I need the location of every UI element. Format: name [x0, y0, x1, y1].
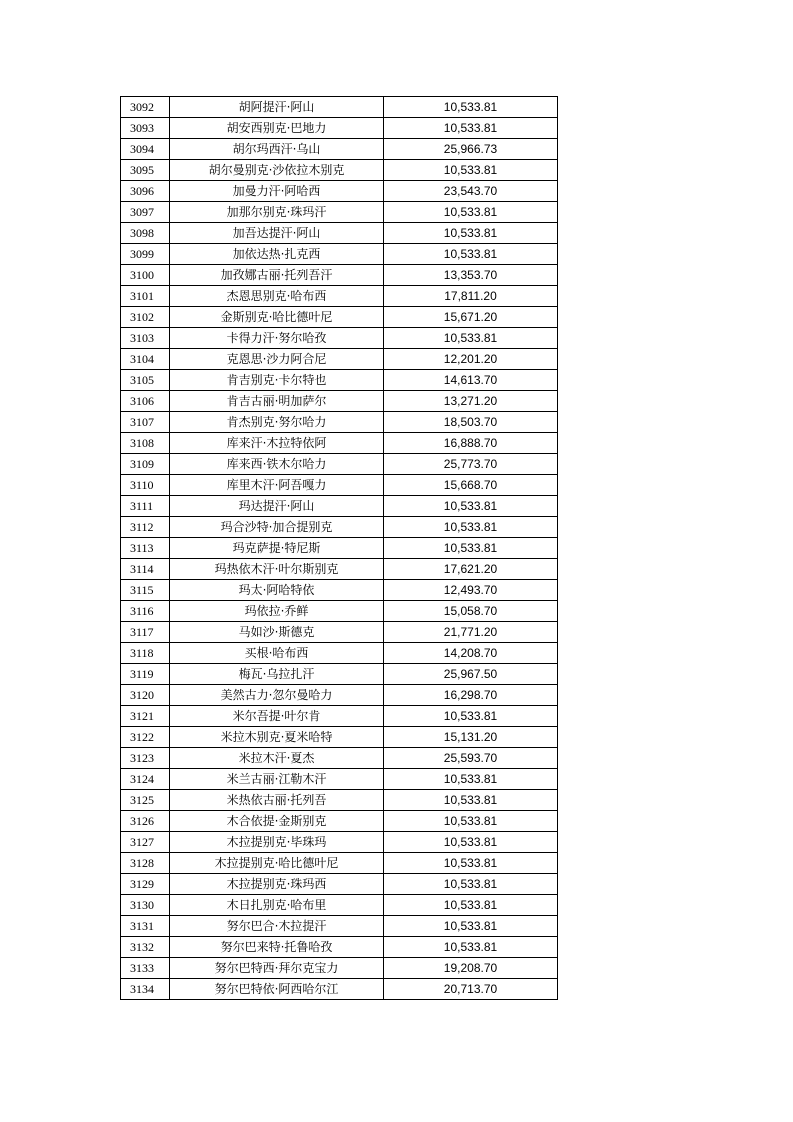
- table-row: [121, 139, 558, 160]
- table-row: [121, 202, 558, 223]
- row-name-cell: 加依达热·扎克西: [170, 244, 384, 265]
- row-id-cell: 3116: [121, 601, 170, 622]
- table-row: [121, 349, 558, 370]
- table-row: [121, 748, 558, 769]
- row-name-cell: 胡尔曼别克·沙依拉木别克: [170, 160, 384, 181]
- row-name-cell: 米拉木汗·夏杰: [170, 748, 384, 769]
- row-name-cell: 胡阿提汗·阿山: [170, 97, 384, 118]
- row-id-cell: 3113: [121, 538, 170, 559]
- row-id-cell: 3095: [121, 160, 170, 181]
- row-name-cell: 米兰古丽·江勒木汗: [170, 769, 384, 790]
- row-amount-cell: 10,533.81: [384, 811, 558, 832]
- table-row: [121, 685, 558, 706]
- row-id-cell: 3130: [121, 895, 170, 916]
- table-row: [121, 958, 558, 979]
- row-amount-cell: 23,543.70: [384, 181, 558, 202]
- row-name-cell: 玛热依木汗·叶尔斯别克: [170, 559, 384, 580]
- row-id-cell: 3109: [121, 454, 170, 475]
- row-name-cell: 木拉提别克·毕珠玛: [170, 832, 384, 853]
- row-id-cell: 3120: [121, 685, 170, 706]
- row-name-cell: 米热依古丽·托列吾: [170, 790, 384, 811]
- row-name-cell: 胡尔玛西汗·乌山: [170, 139, 384, 160]
- row-amount-cell: 16,888.70: [384, 433, 558, 454]
- row-amount-cell: 10,533.81: [384, 118, 558, 139]
- table-row: [121, 874, 558, 895]
- row-name-cell: 木拉提别克·珠玛西: [170, 874, 384, 895]
- row-id-cell: 3125: [121, 790, 170, 811]
- table-row: [121, 265, 558, 286]
- table-body: [121, 97, 558, 1000]
- row-id-cell: 3131: [121, 916, 170, 937]
- row-amount-cell: 19,208.70: [384, 958, 558, 979]
- row-id-cell: 3110: [121, 475, 170, 496]
- table-row: [121, 475, 558, 496]
- row-amount-cell: 25,967.50: [384, 664, 558, 685]
- row-amount-cell: 12,201.20: [384, 349, 558, 370]
- table-row: [121, 664, 558, 685]
- table-row: [121, 328, 558, 349]
- row-name-cell: 玛依拉·乔鲜: [170, 601, 384, 622]
- row-name-cell: 玛克萨提·特尼斯: [170, 538, 384, 559]
- row-amount-cell: 10,533.81: [384, 244, 558, 265]
- row-amount-cell: 20,713.70: [384, 979, 558, 1000]
- row-amount-cell: 13,353.70: [384, 265, 558, 286]
- row-amount-cell: 25,773.70: [384, 454, 558, 475]
- row-id-cell: 3102: [121, 307, 170, 328]
- row-name-cell: 加吾达提汗·阿山: [170, 223, 384, 244]
- data-table: [120, 96, 558, 1000]
- row-name-cell: 库里木汗·阿吾嘎力: [170, 475, 384, 496]
- row-name-cell: 肯吉古丽·明加萨尔: [170, 391, 384, 412]
- row-amount-cell: 15,058.70: [384, 601, 558, 622]
- table-row: [121, 433, 558, 454]
- table-row: [121, 937, 558, 958]
- row-amount-cell: 17,811.20: [384, 286, 558, 307]
- row-amount-cell: 10,533.81: [384, 874, 558, 895]
- row-id-cell: 3124: [121, 769, 170, 790]
- row-amount-cell: 16,298.70: [384, 685, 558, 706]
- row-amount-cell: 15,131.20: [384, 727, 558, 748]
- row-amount-cell: 10,533.81: [384, 538, 558, 559]
- table-row: [121, 244, 558, 265]
- row-name-cell: 努尔巴合·木拉提汗: [170, 916, 384, 937]
- row-amount-cell: 14,613.70: [384, 370, 558, 391]
- table-row: [121, 832, 558, 853]
- row-id-cell: 3108: [121, 433, 170, 454]
- row-amount-cell: 10,533.81: [384, 916, 558, 937]
- table-row: [121, 160, 558, 181]
- table-row: [121, 97, 558, 118]
- row-name-cell: 加曼力汗·阿哈西: [170, 181, 384, 202]
- row-name-cell: 木拉提别克·哈比德叶尼: [170, 853, 384, 874]
- table-row: [121, 643, 558, 664]
- row-name-cell: 加孜娜古丽·托列吾汗: [170, 265, 384, 286]
- row-amount-cell: 10,533.81: [384, 832, 558, 853]
- row-name-cell: 加那尔别克·珠玛汗: [170, 202, 384, 223]
- row-id-cell: 3114: [121, 559, 170, 580]
- table-row: [121, 580, 558, 601]
- row-name-cell: 玛合沙特·加合提别克: [170, 517, 384, 538]
- row-name-cell: 胡安西别克·巴地力: [170, 118, 384, 139]
- row-name-cell: 玛达提汗·阿山: [170, 496, 384, 517]
- table-row: [121, 559, 558, 580]
- row-id-cell: 3121: [121, 706, 170, 727]
- row-amount-cell: 10,533.81: [384, 895, 558, 916]
- row-id-cell: 3107: [121, 412, 170, 433]
- table-row: [121, 769, 558, 790]
- row-name-cell: 美然古力·忽尔曼哈力: [170, 685, 384, 706]
- row-id-cell: 3094: [121, 139, 170, 160]
- row-id-cell: 3105: [121, 370, 170, 391]
- row-id-cell: 3129: [121, 874, 170, 895]
- row-name-cell: 马如沙·斯德克: [170, 622, 384, 643]
- row-name-cell: 肯杰别克·努尔哈力: [170, 412, 384, 433]
- row-amount-cell: 10,533.81: [384, 790, 558, 811]
- row-amount-cell: 21,771.20: [384, 622, 558, 643]
- row-amount-cell: 10,533.81: [384, 97, 558, 118]
- row-id-cell: 3119: [121, 664, 170, 685]
- row-name-cell: 努尔巴来特·托鲁哈孜: [170, 937, 384, 958]
- row-id-cell: 3106: [121, 391, 170, 412]
- table-row: [121, 118, 558, 139]
- table-row: [121, 622, 558, 643]
- row-id-cell: 3132: [121, 937, 170, 958]
- row-amount-cell: 10,533.81: [384, 853, 558, 874]
- row-id-cell: 3100: [121, 265, 170, 286]
- table-row: [121, 370, 558, 391]
- row-id-cell: 3117: [121, 622, 170, 643]
- row-amount-cell: 25,593.70: [384, 748, 558, 769]
- row-name-cell: 木合依提·金斯别克: [170, 811, 384, 832]
- table-row: [121, 895, 558, 916]
- row-amount-cell: 18,503.70: [384, 412, 558, 433]
- row-amount-cell: 10,533.81: [384, 517, 558, 538]
- row-name-cell: 米拉木别克·夏米哈特: [170, 727, 384, 748]
- table-row: [121, 538, 558, 559]
- row-name-cell: 库来西·铁木尔哈力: [170, 454, 384, 475]
- row-amount-cell: 10,533.81: [384, 706, 558, 727]
- table-row: [121, 853, 558, 874]
- row-id-cell: 3096: [121, 181, 170, 202]
- row-name-cell: 木日扎别克·哈布里: [170, 895, 384, 916]
- table-row: [121, 517, 558, 538]
- table-row: [121, 811, 558, 832]
- row-amount-cell: 10,533.81: [384, 223, 558, 244]
- table-row: [121, 790, 558, 811]
- row-name-cell: 努尔巴特西·拜尔克宝力: [170, 958, 384, 979]
- row-id-cell: 3104: [121, 349, 170, 370]
- row-name-cell: 克恩思·沙力阿合尼: [170, 349, 384, 370]
- row-amount-cell: 10,533.81: [384, 769, 558, 790]
- row-id-cell: 3112: [121, 517, 170, 538]
- table-row: [121, 223, 558, 244]
- table-row: [121, 391, 558, 412]
- row-id-cell: 3127: [121, 832, 170, 853]
- table-row: [121, 979, 558, 1000]
- row-name-cell: 肯吉别克·卡尔特也: [170, 370, 384, 391]
- row-name-cell: 库来汗·木拉特依阿: [170, 433, 384, 454]
- row-amount-cell: 10,533.81: [384, 160, 558, 181]
- row-id-cell: 3122: [121, 727, 170, 748]
- row-amount-cell: 10,533.81: [384, 202, 558, 223]
- row-amount-cell: 25,966.73: [384, 139, 558, 160]
- row-amount-cell: 15,668.70: [384, 475, 558, 496]
- row-id-cell: 3093: [121, 118, 170, 139]
- table-row: [121, 727, 558, 748]
- row-amount-cell: 12,493.70: [384, 580, 558, 601]
- row-amount-cell: 10,533.81: [384, 496, 558, 517]
- table-row: [121, 307, 558, 328]
- row-name-cell: 米尔吾提·叶尔肯: [170, 706, 384, 727]
- table-row: [121, 706, 558, 727]
- row-id-cell: 3101: [121, 286, 170, 307]
- row-amount-cell: 13,271.20: [384, 391, 558, 412]
- row-amount-cell: 17,621.20: [384, 559, 558, 580]
- row-name-cell: 金斯别克·哈比德叶尼: [170, 307, 384, 328]
- row-id-cell: 3133: [121, 958, 170, 979]
- row-id-cell: 3123: [121, 748, 170, 769]
- table-row: [121, 454, 558, 475]
- table-row: [121, 916, 558, 937]
- row-amount-cell: 10,533.81: [384, 328, 558, 349]
- row-id-cell: 3115: [121, 580, 170, 601]
- row-id-cell: 3097: [121, 202, 170, 223]
- row-name-cell: 卡得力汗·努尔哈孜: [170, 328, 384, 349]
- row-amount-cell: 14,208.70: [384, 643, 558, 664]
- row-id-cell: 3118: [121, 643, 170, 664]
- row-name-cell: 买根·哈布西: [170, 643, 384, 664]
- row-id-cell: 3128: [121, 853, 170, 874]
- row-name-cell: 努尔巴特依·阿西哈尔江: [170, 979, 384, 1000]
- table-row: [121, 286, 558, 307]
- row-id-cell: 3098: [121, 223, 170, 244]
- table-row: [121, 601, 558, 622]
- row-name-cell: 梅瓦·乌拉扎汗: [170, 664, 384, 685]
- row-id-cell: 3103: [121, 328, 170, 349]
- table-row: [121, 496, 558, 517]
- row-amount-cell: 15,671.20: [384, 307, 558, 328]
- row-id-cell: 3126: [121, 811, 170, 832]
- row-amount-cell: 10,533.81: [384, 937, 558, 958]
- row-name-cell: 玛太·阿哈特依: [170, 580, 384, 601]
- row-name-cell: 杰恩思别克·哈布西: [170, 286, 384, 307]
- row-id-cell: 3111: [121, 496, 170, 517]
- row-id-cell: 3099: [121, 244, 170, 265]
- row-id-cell: 3092: [121, 97, 170, 118]
- row-id-cell: 3134: [121, 979, 170, 1000]
- table-row: [121, 181, 558, 202]
- table-row: [121, 412, 558, 433]
